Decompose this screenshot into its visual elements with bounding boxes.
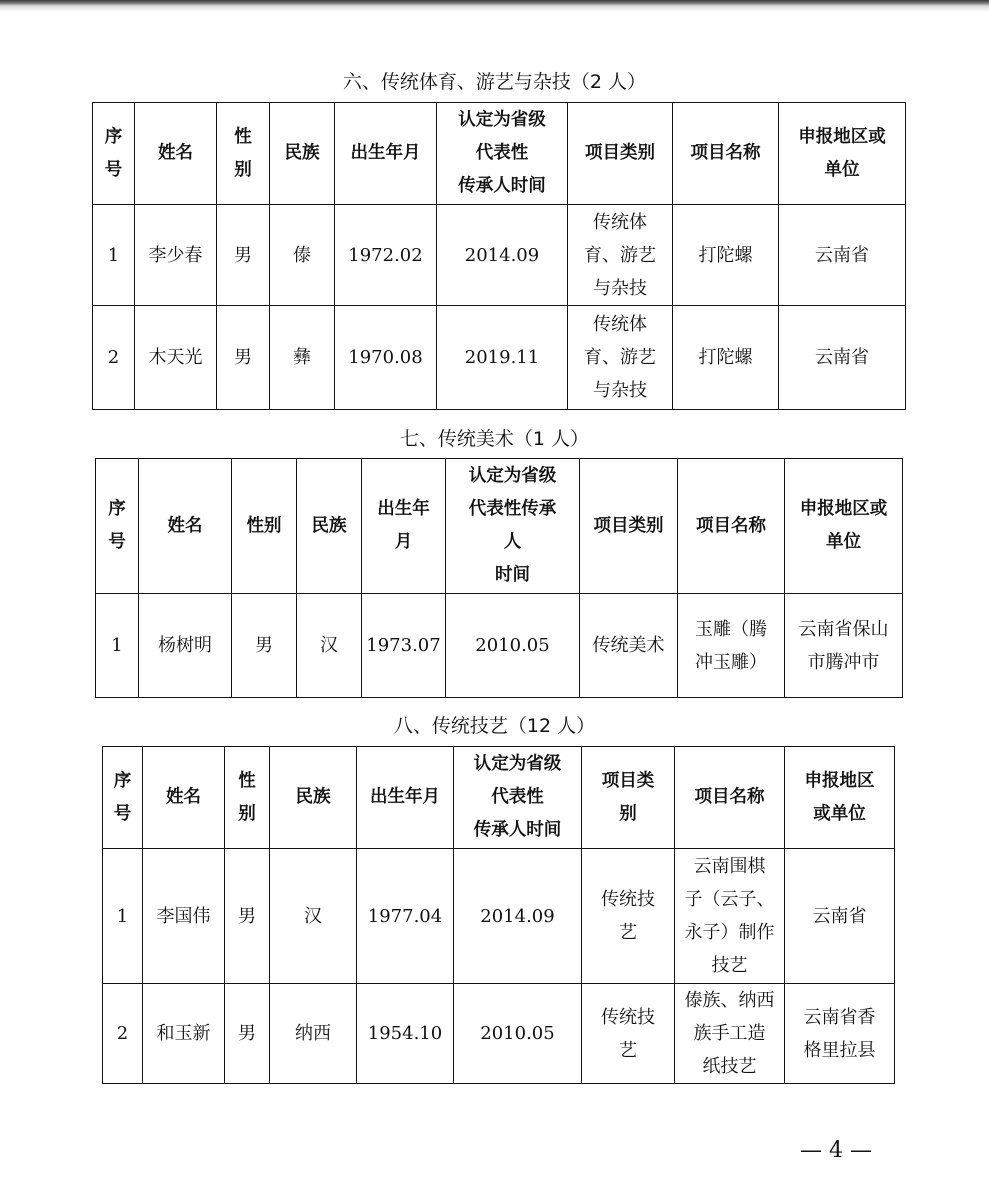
table-cell: 木天光 — [135, 306, 217, 410]
column-header: 性 别 — [217, 103, 270, 205]
table-header-row — [93, 103, 906, 205]
column-header: 申报地区或 单位 — [785, 459, 903, 594]
table-cell: 2014.09 — [454, 849, 582, 984]
viewer-top-edge — [0, 0, 989, 12]
column-header: 民族 — [297, 459, 362, 594]
table-cell: 2010.05 — [446, 594, 580, 698]
table-cell: 纳西 — [270, 984, 357, 1084]
column-header: 申报地区或 单位 — [779, 103, 906, 205]
table-cell: 2010.05 — [454, 984, 582, 1084]
column-header: 项目名称 — [673, 103, 779, 205]
column-header: 出生年 月 — [362, 459, 446, 594]
table-cell: 打陀螺 — [673, 306, 779, 410]
table-cell: 傣 — [270, 205, 335, 306]
table-cell: 1973.07 — [362, 594, 446, 698]
table-cell: 传统技 艺 — [582, 984, 675, 1084]
table-row — [96, 594, 903, 698]
column-header: 民族 — [270, 103, 335, 205]
table-row — [93, 306, 906, 410]
column-header: 序 号 — [96, 459, 139, 594]
table-cell: 传统技 艺 — [582, 849, 675, 984]
column-header: 项目类别 — [580, 459, 678, 594]
column-header: 认定为省级 代表性传承 人 时间 — [446, 459, 580, 594]
table-cell: 2014.09 — [437, 205, 568, 306]
table-fine-arts — [95, 458, 903, 698]
column-header: 民族 — [270, 747, 357, 849]
table-cell: 和玉新 — [143, 984, 225, 1084]
table-cell: 云南围棋 子（云子、 永子）制作 技艺 — [675, 849, 785, 984]
table-cell: 2 — [93, 306, 135, 410]
column-header: 项目名称 — [675, 747, 785, 849]
table-cell: 云南省 — [779, 306, 906, 410]
column-header: 出生年月 — [357, 747, 454, 849]
column-header: 项目类别 — [568, 103, 673, 205]
column-header: 性别 — [232, 459, 297, 594]
column-header: 认定为省级 代表性 传承人时间 — [437, 103, 568, 205]
table-cell: 李少春 — [135, 205, 217, 306]
column-header: 性 别 — [225, 747, 270, 849]
table-cell: 2019.11 — [437, 306, 568, 410]
table-cell: 杨树明 — [139, 594, 232, 698]
table-cell: 2 — [103, 984, 143, 1084]
column-header: 序 号 — [93, 103, 135, 205]
table-cell: 1972.02 — [335, 205, 437, 306]
table-cell: 云南省 — [785, 849, 895, 984]
table-cell: 1 — [96, 594, 139, 698]
table-header-row — [96, 459, 903, 594]
section-title: 七、传统美术（1 人） — [399, 428, 590, 450]
column-header: 项目名称 — [678, 459, 785, 594]
table-cell: 云南省保山 市腾冲市 — [785, 594, 903, 698]
table-cell: 玉雕（腾 冲玉雕） — [678, 594, 785, 698]
column-header: 认定为省级 代表性 传承人时间 — [454, 747, 582, 849]
table-cell: 1 — [93, 205, 135, 306]
column-header: 项目类 别 — [582, 747, 675, 849]
page-number: — 4 — — [800, 1138, 872, 1163]
column-header: 姓名 — [143, 747, 225, 849]
table-cell: 传统体 育、游艺 与杂技 — [568, 205, 673, 306]
table-header-row — [103, 747, 895, 849]
section-title: 六、传统体育、游艺与杂技（2 人） — [342, 71, 647, 93]
table-cell: 1977.04 — [357, 849, 454, 984]
table-cell: 男 — [225, 984, 270, 1084]
table-cell: 1954.10 — [357, 984, 454, 1084]
table-craftsmanship — [102, 746, 895, 1084]
column-header: 出生年月 — [335, 103, 437, 205]
table-row — [103, 849, 895, 984]
table-cell: 汉 — [270, 849, 357, 984]
table-row — [93, 205, 906, 306]
table-sports-acrobatics — [92, 102, 906, 410]
table-cell: 云南省香 格里拉县 — [785, 984, 895, 1084]
table-cell: 云南省 — [779, 205, 906, 306]
table-cell: 传统体 育、游艺 与杂技 — [568, 306, 673, 410]
column-header: 姓名 — [139, 459, 232, 594]
table-cell: 男 — [217, 205, 270, 306]
table-cell: 男 — [232, 594, 297, 698]
column-header: 序 号 — [103, 747, 143, 849]
table-cell: 打陀螺 — [673, 205, 779, 306]
table-cell: 男 — [225, 849, 270, 984]
table-cell: 1 — [103, 849, 143, 984]
column-header: 姓名 — [135, 103, 217, 205]
table-cell: 1970.08 — [335, 306, 437, 410]
table-row — [103, 984, 895, 1084]
section-title: 八、传统技艺（12 人） — [393, 715, 596, 737]
table-cell: 男 — [217, 306, 270, 410]
table-cell: 傣族、纳西 族手工造 纸技艺 — [675, 984, 785, 1084]
table-cell: 彝 — [270, 306, 335, 410]
table-cell: 汉 — [297, 594, 362, 698]
table-cell: 传统美术 — [580, 594, 678, 698]
column-header: 申报地区 或单位 — [785, 747, 895, 849]
table-cell: 李国伟 — [143, 849, 225, 984]
